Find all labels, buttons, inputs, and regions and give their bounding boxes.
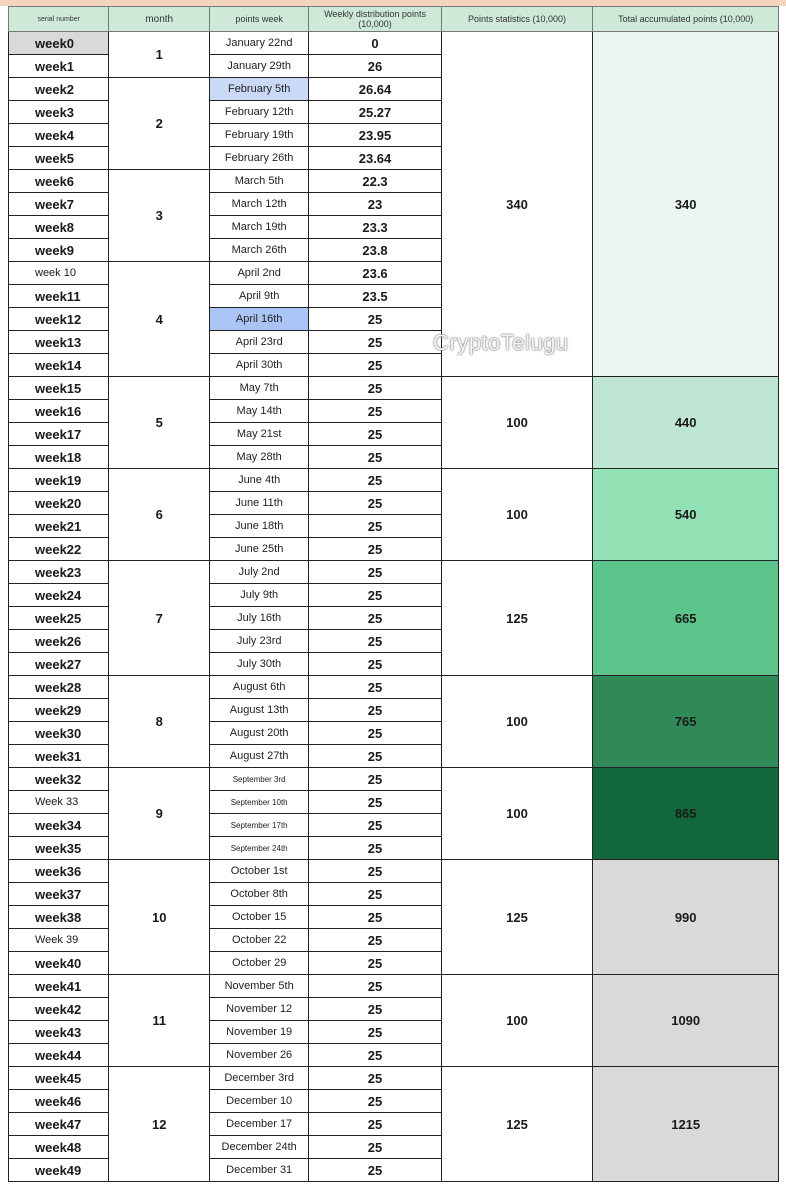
serial-cell: week4	[9, 124, 109, 147]
total-cell: 540	[593, 469, 779, 561]
month-cell: 4	[109, 262, 209, 377]
weekly-value-cell: 25	[309, 538, 441, 561]
month-cell: 5	[109, 377, 209, 469]
serial-cell: week25	[9, 607, 109, 630]
points-week-cell: August 27th	[209, 745, 308, 768]
points-table	[8, 6, 779, 1182]
points-week-cell: February 26th	[209, 147, 308, 170]
month-cell: 12	[109, 1067, 209, 1182]
serial-cell: week21	[9, 515, 109, 538]
weekly-value-cell: 25	[309, 837, 441, 860]
serial-cell: week2	[9, 78, 109, 101]
weekly-value-cell: 25	[309, 400, 441, 423]
header-month: month	[109, 7, 209, 32]
points-week-cell: October 1st	[209, 860, 308, 883]
points-week-cell: May 28th	[209, 446, 308, 469]
points-week-cell: April 23rd	[209, 331, 308, 354]
serial-cell: week15	[9, 377, 109, 400]
points-week-cell: July 16th	[209, 607, 308, 630]
weekly-value-cell: 22.3	[309, 170, 441, 193]
serial-cell: week11	[9, 285, 109, 308]
serial-cell: week23	[9, 561, 109, 584]
serial-cell: week31	[9, 745, 109, 768]
month-cell: 8	[109, 676, 209, 768]
weekly-value-cell: 23.5	[309, 285, 441, 308]
weekly-value-cell: 25	[309, 791, 441, 814]
points-week-cell: December 10	[209, 1090, 308, 1113]
serial-cell: week41	[9, 975, 109, 998]
total-cell: 665	[593, 561, 779, 676]
stats-cell: 100	[441, 768, 593, 860]
weekly-value-cell: 25	[309, 308, 441, 331]
weekly-value-cell: 25	[309, 653, 441, 676]
table-row	[9, 377, 779, 400]
serial-cell: week12	[9, 308, 109, 331]
points-week-cell: January 22nd	[209, 32, 308, 55]
points-week-cell: June 25th	[209, 538, 308, 561]
serial-cell: week43	[9, 1021, 109, 1044]
points-week-cell: April 30th	[209, 354, 308, 377]
weekly-value-cell: 25	[309, 998, 441, 1021]
weekly-value-cell: 23.64	[309, 147, 441, 170]
stats-cell: 100	[441, 975, 593, 1067]
points-week-cell: June 4th	[209, 469, 308, 492]
serial-cell: week36	[9, 860, 109, 883]
weekly-value-cell: 25	[309, 377, 441, 400]
points-week-cell: October 22	[209, 929, 308, 952]
serial-cell: week34	[9, 814, 109, 837]
serial-cell: week42	[9, 998, 109, 1021]
serial-cell: week17	[9, 423, 109, 446]
serial-cell: week48	[9, 1136, 109, 1159]
serial-cell: week28	[9, 676, 109, 699]
serial-cell: Week 33	[9, 791, 109, 814]
stats-cell: 100	[441, 676, 593, 768]
points-week-cell: November 5th	[209, 975, 308, 998]
weekly-value-cell: 25	[309, 883, 441, 906]
stats-cell: 125	[441, 561, 593, 676]
serial-cell: week30	[9, 722, 109, 745]
serial-cell: week38	[9, 906, 109, 929]
points-week-cell: December 24th	[209, 1136, 308, 1159]
serial-cell: week0	[9, 32, 109, 55]
total-cell: 340	[593, 32, 779, 377]
points-week-cell: September 24th	[209, 837, 308, 860]
serial-cell: week49	[9, 1159, 109, 1182]
serial-cell: week7	[9, 193, 109, 216]
serial-cell: week35	[9, 837, 109, 860]
weekly-value-cell: 25	[309, 975, 441, 998]
weekly-value-cell: 25	[309, 354, 441, 377]
points-week-cell: April 2nd	[209, 262, 308, 285]
month-cell: 3	[109, 170, 209, 262]
stats-cell: 340	[441, 32, 593, 377]
table-row	[9, 975, 779, 998]
points-week-cell: March 12th	[209, 193, 308, 216]
table-row	[9, 32, 779, 55]
points-week-cell: October 29	[209, 952, 308, 975]
points-week-cell: August 13th	[209, 699, 308, 722]
points-week-cell: July 30th	[209, 653, 308, 676]
header-weekly-distribution: Weekly distribution points (10,000)	[309, 7, 441, 32]
table-row	[9, 561, 779, 584]
weekly-value-cell: 25	[309, 952, 441, 975]
month-cell: 11	[109, 975, 209, 1067]
weekly-value-cell: 25	[309, 1136, 441, 1159]
serial-cell: week29	[9, 699, 109, 722]
serial-cell: week3	[9, 101, 109, 124]
points-week-cell: December 3rd	[209, 1067, 308, 1090]
month-cell: 6	[109, 469, 209, 561]
weekly-value-cell: 25	[309, 515, 441, 538]
weekly-value-cell: 26.64	[309, 78, 441, 101]
weekly-value-cell: 25	[309, 561, 441, 584]
table-row	[9, 676, 779, 699]
weekly-value-cell: 25	[309, 1090, 441, 1113]
serial-cell: week45	[9, 1067, 109, 1090]
weekly-value-cell: 26	[309, 55, 441, 78]
weekly-value-cell: 25	[309, 607, 441, 630]
header-points-statistics: Points statistics (10,000)	[441, 7, 593, 32]
serial-cell: week22	[9, 538, 109, 561]
weekly-value-cell: 25	[309, 860, 441, 883]
points-week-cell: April 9th	[209, 285, 308, 308]
points-week-cell: January 29th	[209, 55, 308, 78]
weekly-value-cell: 23	[309, 193, 441, 216]
weekly-value-cell: 0	[309, 32, 441, 55]
total-cell: 440	[593, 377, 779, 469]
weekly-value-cell: 25	[309, 699, 441, 722]
points-week-cell: May 21st	[209, 423, 308, 446]
stats-cell: 100	[441, 377, 593, 469]
serial-cell: week16	[9, 400, 109, 423]
weekly-value-cell: 25	[309, 745, 441, 768]
serial-cell: Week 39	[9, 929, 109, 952]
serial-cell: week19	[9, 469, 109, 492]
header-row	[9, 7, 779, 32]
weekly-value-cell: 25	[309, 929, 441, 952]
serial-cell: week26	[9, 630, 109, 653]
serial-cell: week6	[9, 170, 109, 193]
month-cell: 9	[109, 768, 209, 860]
serial-cell: week 10	[9, 262, 109, 285]
serial-cell: week44	[9, 1044, 109, 1067]
header-total-accumulated: Total accumulated points (10,000)	[593, 7, 779, 32]
points-week-cell: May 7th	[209, 377, 308, 400]
weekly-value-cell: 25	[309, 1021, 441, 1044]
table-row	[9, 860, 779, 883]
serial-cell: week40	[9, 952, 109, 975]
weekly-value-cell: 25	[309, 676, 441, 699]
weekly-value-cell: 25	[309, 1067, 441, 1090]
weekly-value-cell: 25	[309, 768, 441, 791]
stats-cell: 125	[441, 1067, 593, 1182]
month-cell: 7	[109, 561, 209, 676]
weekly-value-cell: 25	[309, 1113, 441, 1136]
points-week-cell: July 9th	[209, 584, 308, 607]
weekly-value-cell: 25	[309, 423, 441, 446]
weekly-value-cell: 23.6	[309, 262, 441, 285]
total-cell: 990	[593, 860, 779, 975]
weekly-value-cell: 25	[309, 1159, 441, 1182]
points-week-cell: February 19th	[209, 124, 308, 147]
weekly-value-cell: 25	[309, 446, 441, 469]
serial-cell: week13	[9, 331, 109, 354]
points-week-cell: November 26	[209, 1044, 308, 1067]
points-week-cell: August 6th	[209, 676, 308, 699]
total-cell: 865	[593, 768, 779, 860]
watermark-text: CryptoTelugu	[433, 330, 569, 355]
points-week-cell: October 8th	[209, 883, 308, 906]
weekly-value-cell: 23.3	[309, 216, 441, 239]
serial-cell: week5	[9, 147, 109, 170]
points-week-cell: August 20th	[209, 722, 308, 745]
weekly-value-cell: 25.27	[309, 101, 441, 124]
weekly-value-cell: 25	[309, 630, 441, 653]
serial-cell: week46	[9, 1090, 109, 1113]
points-week-cell: March 19th	[209, 216, 308, 239]
serial-cell: week9	[9, 239, 109, 262]
table-row	[9, 1067, 779, 1090]
points-week-cell: June 11th	[209, 492, 308, 515]
weekly-value-cell: 23.95	[309, 124, 441, 147]
stats-cell: 100	[441, 469, 593, 561]
points-week-cell: February 5th	[209, 78, 308, 101]
points-week-cell: June 18th	[209, 515, 308, 538]
weekly-value-cell: 25	[309, 469, 441, 492]
weekly-value-cell: 25	[309, 584, 441, 607]
serial-cell: week8	[9, 216, 109, 239]
points-week-cell: December 31	[209, 1159, 308, 1182]
weekly-value-cell: 25	[309, 906, 441, 929]
month-cell: 10	[109, 860, 209, 975]
serial-cell: week20	[9, 492, 109, 515]
stats-cell: 125	[441, 860, 593, 975]
month-cell: 1	[109, 32, 209, 78]
points-week-cell: July 23rd	[209, 630, 308, 653]
header-serial: serial number	[9, 7, 109, 32]
bottom-edge	[0, 1192, 786, 1200]
serial-cell: week18	[9, 446, 109, 469]
points-week-cell: September 17th	[209, 814, 308, 837]
weekly-value-cell: 25	[309, 722, 441, 745]
points-week-cell: February 12th	[209, 101, 308, 124]
total-cell: 1215	[593, 1067, 779, 1182]
total-cell: 765	[593, 676, 779, 768]
serial-cell: week1	[9, 55, 109, 78]
total-cell: 1090	[593, 975, 779, 1067]
points-week-cell: July 2nd	[209, 561, 308, 584]
points-week-cell: November 12	[209, 998, 308, 1021]
table-row	[9, 768, 779, 791]
table-row	[9, 469, 779, 492]
points-week-cell: November 19	[209, 1021, 308, 1044]
points-week-cell: March 5th	[209, 170, 308, 193]
month-cell: 2	[109, 78, 209, 170]
points-week-cell: September 3rd	[209, 768, 308, 791]
weekly-value-cell: 23.8	[309, 239, 441, 262]
serial-cell: week37	[9, 883, 109, 906]
serial-cell: week32	[9, 768, 109, 791]
points-week-cell: September 10th	[209, 791, 308, 814]
serial-cell: week27	[9, 653, 109, 676]
weekly-value-cell: 25	[309, 492, 441, 515]
points-week-cell: October 15	[209, 906, 308, 929]
weekly-value-cell: 25	[309, 331, 441, 354]
weekly-value-cell: 25	[309, 814, 441, 837]
points-week-cell: December 17	[209, 1113, 308, 1136]
points-week-cell: April 16th	[209, 308, 308, 331]
serial-cell: week14	[9, 354, 109, 377]
serial-cell: week24	[9, 584, 109, 607]
weekly-value-cell: 25	[309, 1044, 441, 1067]
points-week-cell: May 14th	[209, 400, 308, 423]
serial-cell: week47	[9, 1113, 109, 1136]
header-points-week: points week	[209, 7, 308, 32]
points-week-cell: March 26th	[209, 239, 308, 262]
